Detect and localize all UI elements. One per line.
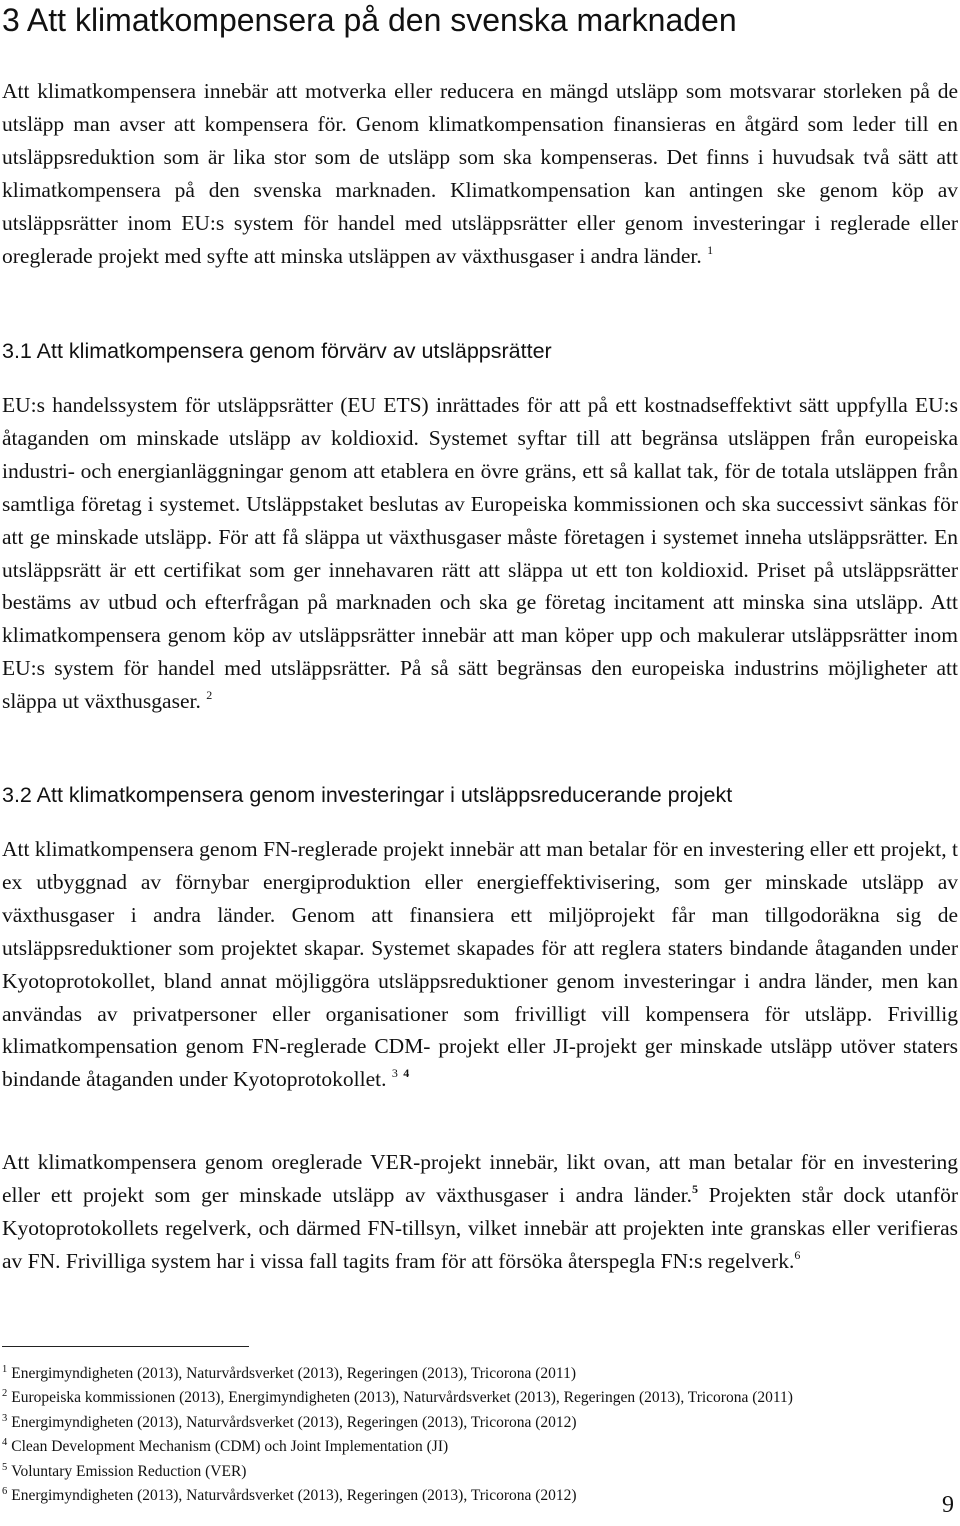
footnote-text: Europeiska kommissionen (2013), Energimyndigheten (2013), Naturvårdsverket (2013), Regeringen (2013), Tricorona (2011) bbox=[11, 1389, 793, 1407]
page-number: 9 bbox=[942, 1492, 954, 1518]
footnote-ref-1: 1 bbox=[707, 242, 714, 257]
section-3-2-text-2a: Att klimatkompensera genom oreglerade VER-projekt innebär, likt ovan, att man betalar för en investering eller ett projekt som ger minskade utsläpp av växthusgaser i andra länder. bbox=[2, 1150, 958, 1207]
footnote-ref-5: 5 bbox=[691, 1181, 698, 1196]
footnote-list bbox=[2, 1360, 952, 1506]
section-3-1-paragraph bbox=[2, 389, 958, 718]
footnote-item bbox=[2, 1458, 952, 1482]
section-3-2-text-1: Att klimatkompensera genom FN-reglerade projekt innebär att man betalar för en investering eller ett projekt, t ex utbyggnad av förnybar energiproduktion eller energieffektivisering, som ger minskade utsläpp av växthusgaser i andra länder. Genom att finansiera ett miljöprojekt får man tillgodoräkna sig de utsläppsreduktioner som projektet skapar. Systemet skapades för att reglera staters bindande åtaganden under Kyotoprotokollet, bland annat möjliggöra utsläppsreduktioner genom investeringar i andra länder, men kan användas av privatpersoner eller organisationer som frivilligt vill kompensera för utsläpp. Frivillig klimatkompensation genom FN-reglerade CDM- projekt eller JI-projekt ger minskade utsläpp utöver staters bindande åtaganden under Kyotoprotokollet. bbox=[2, 837, 958, 1092]
footnote-text: Energimyndigheten (2013), Naturvårdsverket (2013), Regeringen (2013), Tricorona (2011) bbox=[11, 1365, 577, 1382]
section-3-2-heading: 3.2 Att klimatkompensera genom investeringar i utsläppsreducerande projekt bbox=[2, 783, 733, 807]
footnote-number: 6 bbox=[2, 1486, 8, 1498]
footnote-divider bbox=[2, 1346, 249, 1347]
footnote-ref-3: 3 bbox=[391, 1066, 398, 1081]
footnote-text: Clean Development Mechanism (CDM) och Joint Implementation (JI) bbox=[11, 1438, 449, 1456]
footnote-number: 2 bbox=[2, 1388, 8, 1400]
section-3-1-text: EU:s handelssystem för utsläppsrätter (EU ETS) inrättades för att på ett kostnadseffektivt sätt uppfylla EU:s åtaganden om minskade utsläpp av koldioxid. Systemet syftar till att begränsa utsläppen från europeiska industri- och energianläggningar genom att etablera en övre gräns, ett så kallat tak, för de totala utsläppen från samtliga företag i systemet. Utsläppstaket beslutas av Europeiska kommissionen och ska successivt sänkas för att ge minskade utsläpp. För att få släppa ut växthusgaser måste företagen i systemet inneha utsläppsrätter. En utsläppsrätt är ett certifikat som ger innehavaren rätt att släppa ut ett ton koldioxid. Priset på utsläppsrätter bestäms av utbud och efterfrågan på marknaden och ska ge företag incitament att minska sina utsläpp. Att klimatkompensera genom köp av utsläppsrätter innebär att man köper upp och makulerar utsläppsrätter inom EU:s system för handel med utsläppsrätter. På så sätt begränsas den europeiska industrins möjligheter att släppa ut växthusgaser. bbox=[2, 393, 958, 714]
section-3-2-paragraph-1 bbox=[2, 833, 958, 1096]
footnote-text: Energimyndigheten (2013), Naturvårdsverket (2013), Regeringen (2013), Tricorona (2012) bbox=[11, 1413, 577, 1431]
section-3-2-paragraph-2 bbox=[2, 1146, 958, 1278]
footnote-ref-4: 4 bbox=[403, 1066, 410, 1081]
chapter-heading: 3 Att klimatkompensera på den svenska marknaden bbox=[2, 2, 737, 38]
footnote-number: 5 bbox=[2, 1461, 8, 1473]
footnote-item bbox=[2, 1360, 952, 1384]
footnote-item bbox=[2, 1384, 952, 1408]
footnote-number: 4 bbox=[2, 1437, 8, 1449]
footnote-item bbox=[2, 1482, 952, 1506]
footnote-text: Energimyndigheten (2013), Naturvårdsverket (2013), Regeringen (2013), Tricorona (2012) bbox=[11, 1487, 577, 1505]
footnote-ref-6: 6 bbox=[794, 1247, 801, 1262]
footnote-number: 3 bbox=[2, 1412, 8, 1424]
intro-text: Att klimatkompensera innebär att motverka eller reducera en mängd utsläpp som motsvarar storleken på de utsläpp man avser att kompensera för. Genom klimatkompensation finansieras en åtgärd som leder till en utsläppsreduktion som är lika stor som de utsläpp som ska kompenseras. Det finns i huvudsak två sätt att klimatkompensera på den svenska marknaden. Klimatkompensation kan antingen ske genom köp av utsläppsrätter inom EU:s system för handel med utsläppsrätter eller genom investeringar i reglerade eller oreglerade projekt med syfte att minska utsläppen av växthusgaser i andra länder. bbox=[2, 79, 958, 268]
footnote-item bbox=[2, 1409, 952, 1433]
section-3-2-text-2b: Projekten står dock utanför Kyotoprotokollets regelverk, och därmed FN-tillsyn, vilket innebär att projekten inte granskas eller verifieras av FN. Frivilliga system har i vissa fall tagits fram för att försöka återspegla FN:s regelverk. bbox=[2, 1182, 958, 1273]
footnote-number: 1 bbox=[2, 1364, 8, 1375]
footnote-text: Voluntary Emission Reduction (VER) bbox=[11, 1462, 247, 1480]
footnote-ref-2: 2 bbox=[206, 688, 213, 703]
footnote-item bbox=[2, 1433, 952, 1457]
intro-paragraph bbox=[2, 75, 958, 272]
section-3-1-heading: 3.1 Att klimatkompensera genom förvärv av utsläppsrätter bbox=[2, 339, 552, 363]
